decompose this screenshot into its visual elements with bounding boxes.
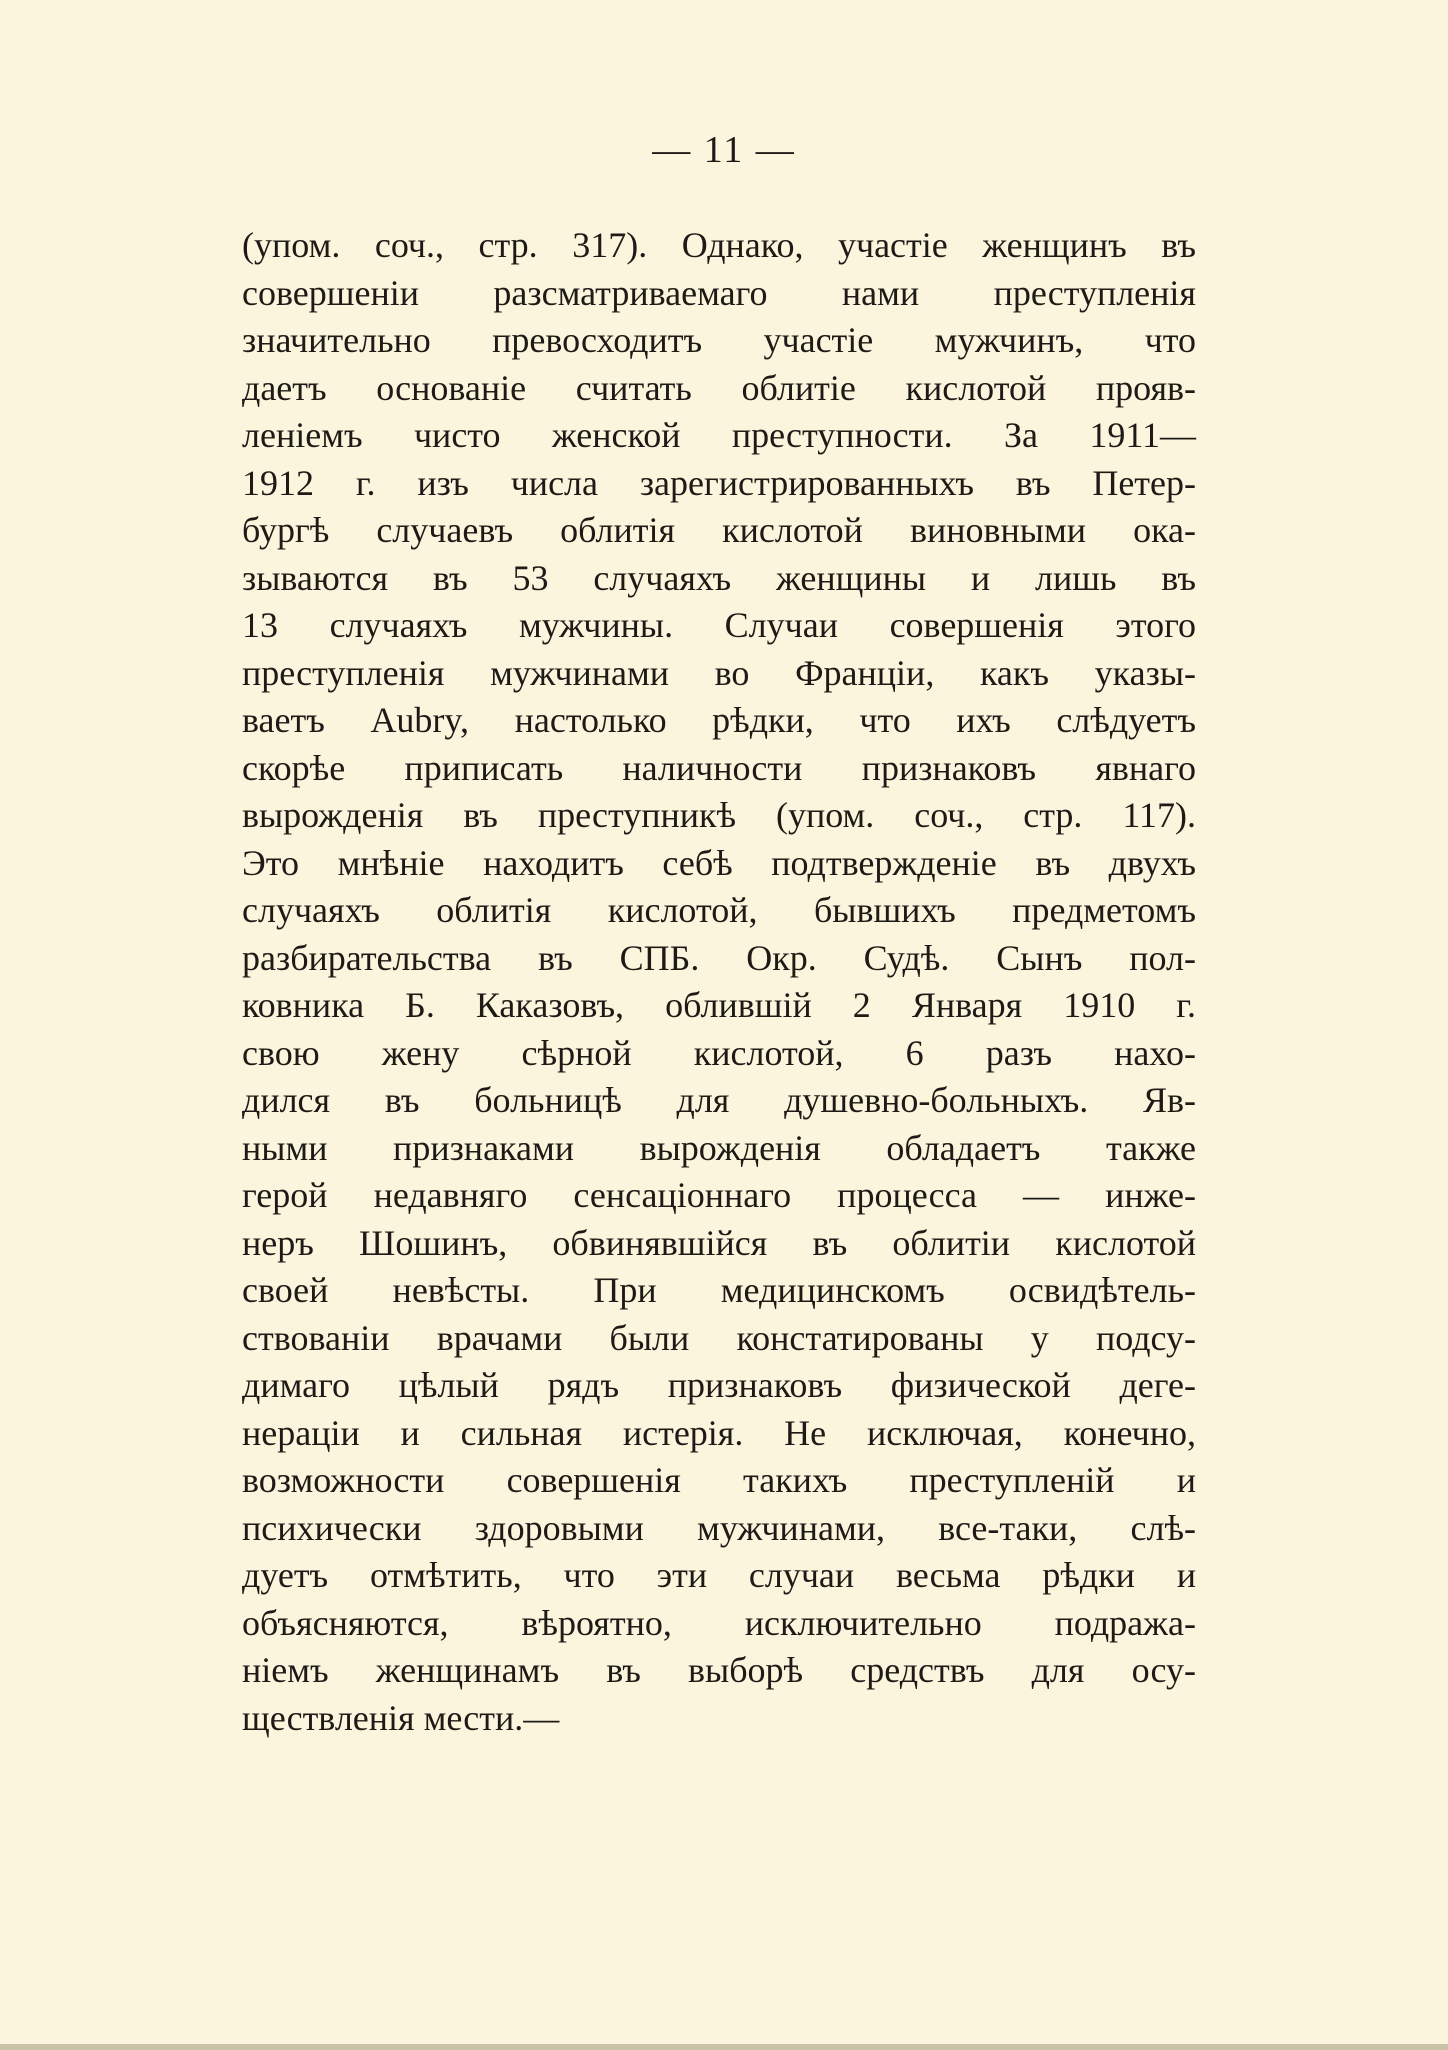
text-line: герой недавняго сенсаціоннаго процесса — инже-	[242, 1175, 1196, 1215]
text-line: ствованіи врачами были констатированы у подсу-	[242, 1317, 1196, 1358]
text-line: (упом. соч., стр. 317). Однако, участіе женщинъ въ	[242, 225, 1196, 265]
text-line: ваетъ Aubry, настолько рѣдки, что ихъ слѣдуетъ	[242, 700, 1196, 740]
text-line: возможности совершенія такихъ преступленій и	[242, 1460, 1196, 1500]
text-line: 13 случаяхъ мужчины. Случаи совершенія этого	[242, 605, 1196, 645]
text-line: вырожденія въ преступникѣ (упом. соч., стр. 117).	[242, 795, 1196, 835]
text-line: зываются въ 53 случаяхъ женщины и лишь въ	[242, 557, 1196, 598]
text-line: случаяхъ облитія кислотой, бывшихъ предметомъ	[242, 890, 1196, 930]
text-line: бургѣ случаевъ облитія кислотой виновными ока-	[242, 510, 1196, 550]
text-line: преступленія мужчинами во Франціи, какъ указы-	[242, 652, 1196, 693]
text-line: ными признаками вырожденія обладаетъ также	[242, 1127, 1196, 1168]
page-edge-shadow	[0, 2044, 1448, 2050]
text-line: ществленія мести.—	[242, 1697, 560, 1738]
page-number: — 11 —	[652, 129, 796, 171]
text-line: совершеніи разсматриваемаго нами преступленія	[242, 272, 1196, 313]
text-line: объясняются, вѣроятно, исключительно подража-	[242, 1602, 1196, 1643]
text-line: своей невѣсты. При медицинскомъ освидѣтель-	[242, 1270, 1196, 1310]
text-line: дился въ больницѣ для душевно-больныхъ. Яв-	[242, 1080, 1196, 1120]
text-line: Это мнѣніе находитъ себѣ подтвержденіе въ двухъ	[242, 842, 1196, 883]
text-line: дуетъ отмѣтить, что эти случаи весьма рѣдки и	[242, 1555, 1196, 1595]
text-line: даетъ основаніе считать облитіе кислотой прояв-	[242, 367, 1196, 408]
body-text	[242, 222, 1196, 1742]
text-line: леніемъ чисто женской преступности. За 1911—	[242, 415, 1196, 455]
text-line: нераціи и сильная истерія. Не исключая, конечно,	[242, 1412, 1196, 1453]
text-line: скорѣе приписать наличности признаковъ явнаго	[242, 747, 1196, 788]
text-line: значительно превосходитъ участіе мужчинъ, что	[242, 320, 1196, 360]
text-line: димаго цѣлый рядъ признаковъ физической деге-	[242, 1365, 1196, 1405]
text-line: психически здоровыми мужчинами, все-таки, слѣ-	[242, 1507, 1196, 1548]
text-line: ковника Б. Каказовъ, облившій 2 Января 1910 г.	[242, 985, 1196, 1025]
text-line: ніемъ женщинамъ въ выборѣ средствъ для осу-	[242, 1650, 1196, 1690]
text-line: неръ Шошинъ, обвинявшійся въ облитіи кислотой	[242, 1222, 1196, 1263]
text-line: разбирательства въ СПБ. Окр. Судѣ. Сынъ пол-	[242, 937, 1196, 978]
text-line: 1912 г. изъ числа зарегистрированныхъ въ Петер-	[242, 462, 1196, 503]
text-line: свою жену сѣрной кислотой, 6 разъ нахо-	[242, 1032, 1196, 1073]
